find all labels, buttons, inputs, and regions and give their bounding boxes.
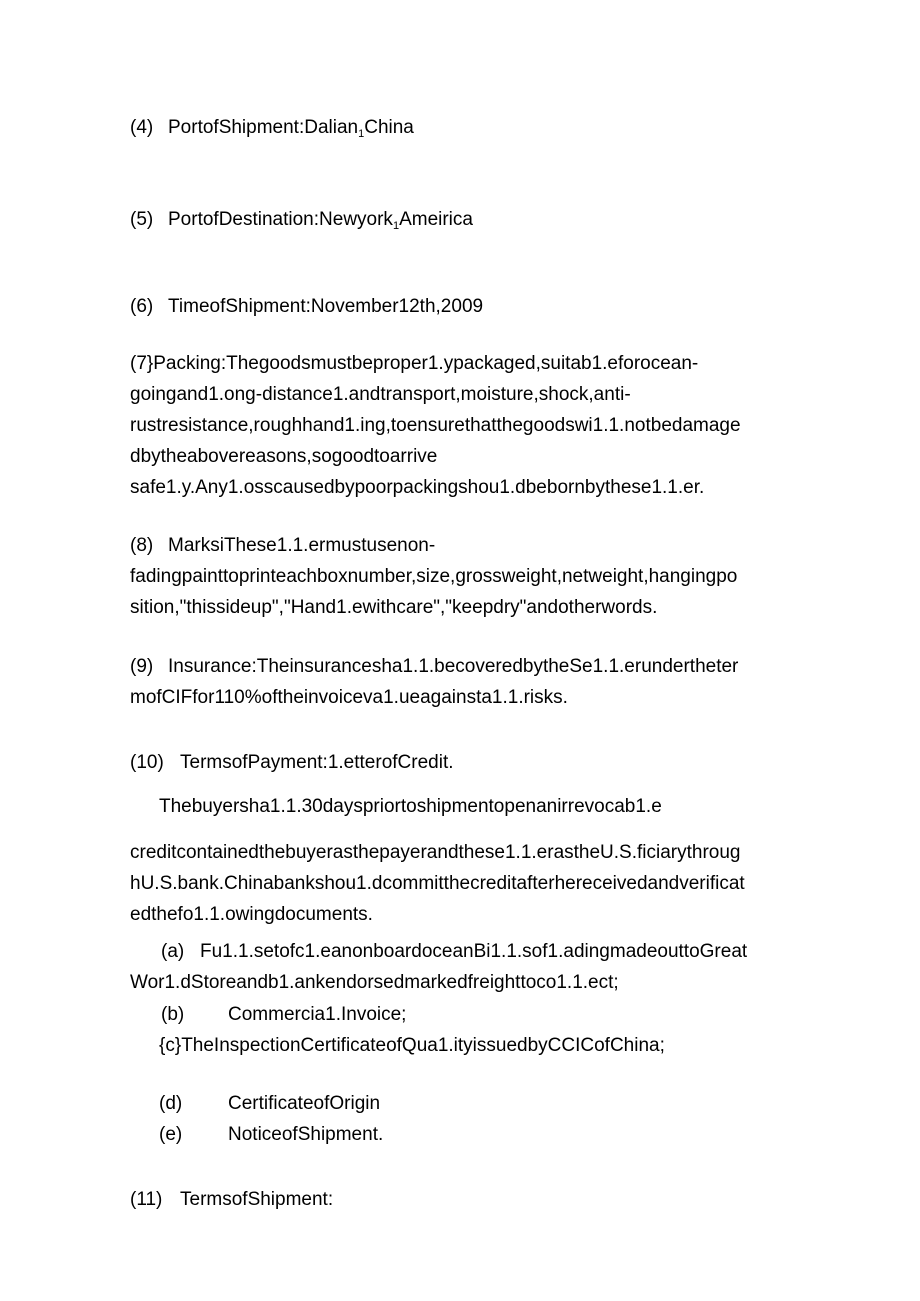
doc-label: (a) [161,941,185,962]
doc-b [161,1004,407,1025]
marks-first-line [130,535,436,556]
doc-label: (b) [161,1004,185,1025]
doc-label: (e) [159,1124,183,1145]
marks-line: MarksiThese1.1.ermustusenon- [168,535,436,556]
item-number: (4) [130,117,154,138]
item-number: (6) [130,296,154,317]
doc-text: Fu1.1.setofc1.eanonboardoceanBi1.1.sof1.adingmadeouttoGreat [200,941,748,962]
payment-title: TermsofPayment:1.etterofCredit. [180,752,454,773]
doc-text: NoticeofShipment. [228,1124,384,1145]
doc-label: (d) [159,1093,183,1114]
item-subscript: 1 [392,220,400,232]
packing-line: safe1.y.Any1.osscausedbypoorpackingshou1.dbebornbythese1.1.er. [130,477,705,498]
doc-text: Commercia1.Invoice; [228,1004,407,1025]
item-number: (11) [130,1189,163,1210]
packing-line: goingand1.ong-distance1.andtransport,moisture,shock,anti- [130,384,631,405]
item-number: (9) [130,656,154,677]
item-number: (8) [130,535,154,556]
marks-line: sition,"thissideup","Hand1.ewithcare","keepdry"andotherwords. [130,597,658,618]
item-port-of-shipment [130,117,414,140]
item-subscript: 1 [358,128,365,140]
packing-line: rustresistance,roughhand1.ing,toensurethatthegoodswi1.1.notbedamage [130,415,741,436]
payment-line: creditcontainedthebuyerasthepayerandthese1.1.erastheU.S.ficiarythroug [130,842,741,863]
doc-c: {c}TheInspectionCertificateofQua1.ityissuedbyCCICofChina; [159,1035,665,1056]
doc-text: CertificateofOrigin [228,1093,381,1114]
insurance-line: Insurance:Theinsurancesha1.1.becoveredbytheSe1.1.erundertheter [168,656,739,677]
payment-line: hU.S.bank.Chinabankshou1.dcommitthecreditafterhereceivedandverificat [130,873,745,894]
packing-line: dbytheabovereasons,sogoodtoarrive [130,446,438,467]
payment-title-line [130,752,454,773]
insurance-line: mofCIFfor110%oftheinvoiceva1.ueagainsta1.1.risks. [130,687,568,708]
insurance-first-line [130,656,739,677]
packing-line: (7}Packing:Thegoodsmustbeproper1.ypackaged,suitab1.eforocean- [130,353,699,374]
item-text-part: Ameirica [399,209,473,230]
item-text-part: PortofDestination:Newyork [168,209,393,230]
doc-d [159,1093,381,1114]
item-terms-of-shipment [130,1189,334,1210]
item-text-part: China [364,117,414,138]
item-time-of-shipment [130,296,484,317]
doc-e [159,1124,384,1145]
doc-a [161,941,748,962]
payment-intro: Thebuyersha1.1.30dayspriortoshipmentopenanirrevocab1.e [159,796,662,817]
item-number: (10) [130,752,164,773]
payment-line: edthefo1.1.owingdocuments. [130,904,373,925]
doc-a-continued: Wor1.dStoreandb1.ankendorsedmarkedfreighttoco1.1.ect; [130,972,619,993]
marks-line: fadingpainttoprinteachboxnumber,size,grossweight,netweight,hangingpo [130,566,738,587]
item-text [168,210,473,232]
item-text-part: PortofShipment:Dalian [168,117,359,138]
item-text: TermsofShipment: [180,1189,334,1210]
item-number: (5) [130,209,154,230]
item-port-of-destination [130,209,473,232]
item-text [168,118,414,140]
item-text: TimeofShipment:November12th,2009 [168,296,484,317]
